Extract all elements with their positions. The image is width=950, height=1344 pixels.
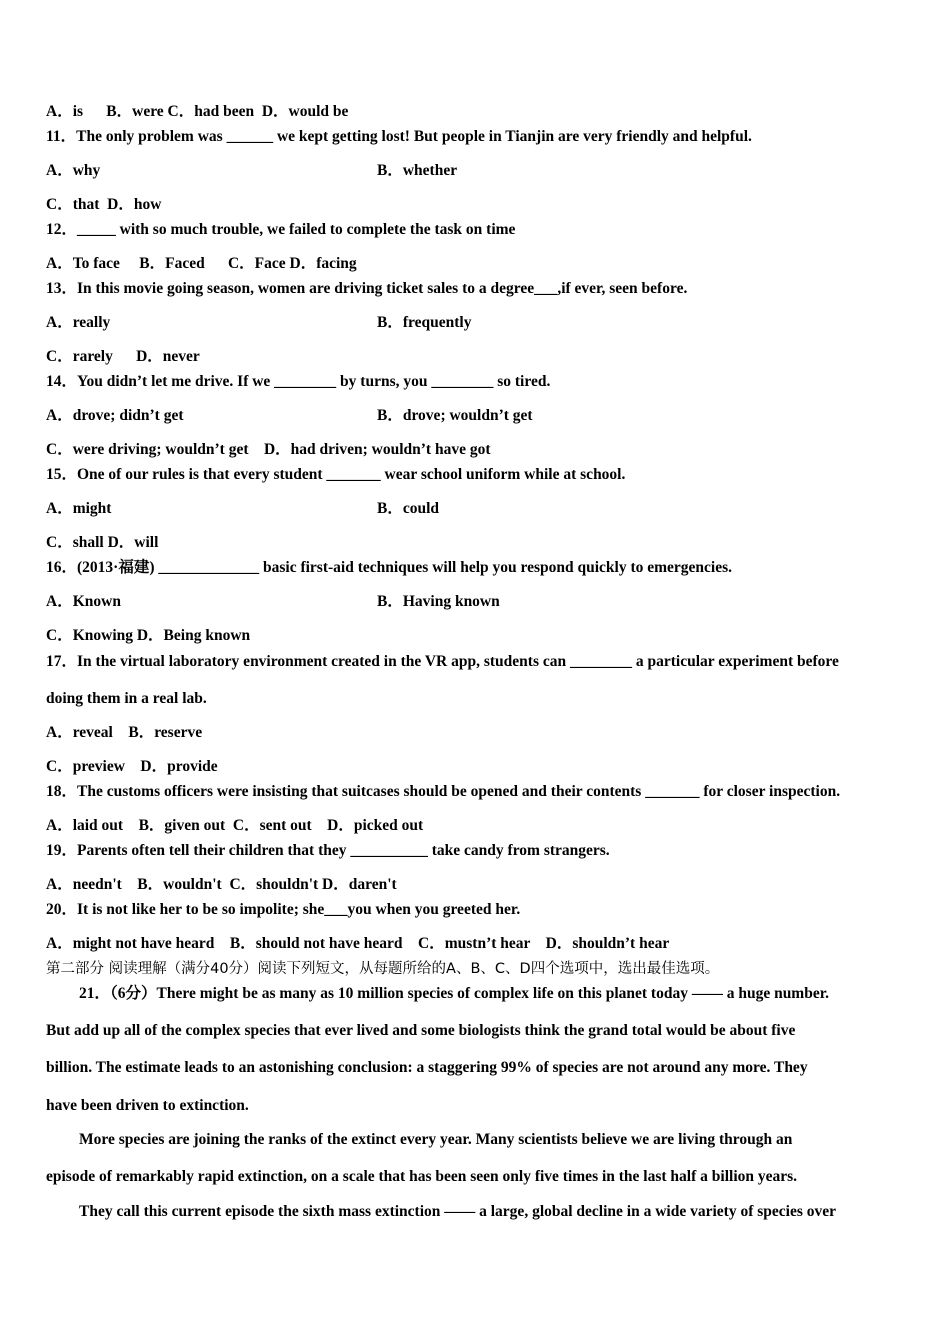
q15-stem: 15．One of our rules is that every student _______ wear school uniform while at school.	[46, 466, 626, 483]
q15-options-cd: C．shall D．will	[46, 534, 159, 551]
q20-options: A．might not have heard B．should not have heard C．mustn’t hear D．shouldn’t hear	[46, 935, 670, 952]
q16-option-a: A．Known	[46, 593, 121, 610]
passage-p1-line3: billion. The estimate leads to an astonishing conclusion: a staggering 99% of species are not around any more. They	[46, 1059, 808, 1076]
q17-stem-line2: doing them in a real lab.	[46, 690, 207, 707]
section-heading: 第二部分 阅读理解（满分40分）阅读下列短文，从每题所给的A、B、C、D四个选项中，选出最佳选项。	[46, 961, 720, 977]
q10-options: A．is B．were C．had been D．would be	[46, 103, 349, 120]
q14-option-a: A．drove; didn’t get	[46, 407, 184, 424]
passage-p1-line2: But add up all of the complex species that ever lived and some biologists think the grand total would be about five	[46, 1022, 796, 1039]
q14-options-cd: C．were driving; wouldn’t get D．had driven; wouldn’t have got	[46, 441, 491, 458]
q18-stem: 18．The customs officers were insisting that suitcases should be opened and their contents _______ for closer inspection.	[46, 783, 841, 800]
q12-options: A．To face B．Faced C．Face D．facing	[46, 255, 357, 272]
q11-option-b: B．whether	[377, 162, 458, 179]
passage-p1-line4: have been driven to extinction.	[46, 1097, 249, 1114]
q13-option-b: B．frequently	[377, 314, 472, 331]
q11-stem: 11．The only problem was ______ we kept getting lost! But people in Tianjin are very friendly and helpful.	[46, 128, 752, 145]
q11-option-a: A．why	[46, 162, 101, 179]
q17-options-ab: A．reveal B．reserve	[46, 724, 203, 741]
passage-p1-line1: 21．（6分）There might be as many as 10 million species of complex life on this planet today —— a huge number.	[79, 985, 830, 1002]
q14-option-b: B．drove; wouldn’t get	[377, 407, 533, 424]
q19-options: A．needn't B．wouldn't C．shouldn't D．daren't	[46, 876, 397, 893]
q14-stem: 14．You didn’t let me drive. If we ________ by turns, you ________ so tired.	[46, 373, 551, 390]
q16-stem: 16．(2013·福建) _____________ basic first-aid techniques will help you respond quickly to emergencies.	[46, 559, 733, 576]
q17-options-cd: C．preview D．provide	[46, 758, 218, 775]
q19-stem: 19．Parents often tell their children that they __________ take candy from strangers.	[46, 842, 610, 859]
q17-stem-line1: 17．In the virtual laboratory environment created in the VR app, students can ________ a particular experiment before	[46, 653, 839, 670]
passage-p3-line1: They call this current episode the sixth mass extinction —— a large, global decline in a wide variety of species over	[79, 1203, 836, 1220]
q16-options-cd: C．Knowing D．Being known	[46, 627, 251, 644]
q18-options: A．laid out B．given out C．sent out D．picked out	[46, 817, 424, 834]
q15-option-b: B．could	[377, 500, 440, 517]
q13-options-cd: C．rarely D．never	[46, 348, 200, 365]
q13-option-a: A．really	[46, 314, 111, 331]
q20-stem: 20．It is not like her to be so impolite; she___you when you greeted her.	[46, 901, 521, 918]
q16-option-b: B．Having known	[377, 593, 500, 610]
q13-stem: 13．In this movie going season, women are driving ticket sales to a degree___,if ever, seen before.	[46, 280, 688, 297]
q15-option-a: A．might	[46, 500, 112, 517]
passage-p2-line2: episode of remarkably rapid extinction, on a scale that has been seen only five times in the last half a billion years.	[46, 1168, 798, 1185]
q11-options-cd: C．that D．how	[46, 196, 162, 213]
q12-stem: 12．_____ with so much trouble, we failed to complete the task on time	[46, 221, 516, 238]
passage-p2-line1: More species are joining the ranks of the extinct every year. Many scientists believe we are living through an	[79, 1131, 793, 1148]
